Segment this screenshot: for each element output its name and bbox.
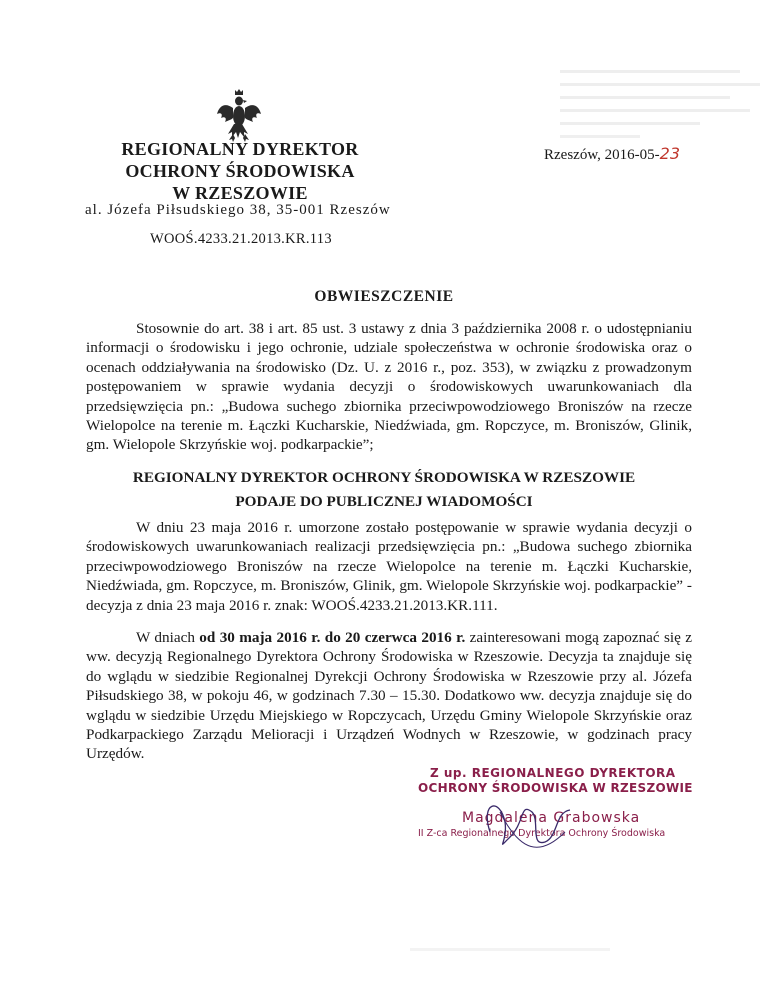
authority-line-2: OCHRONY ŚRODOWISKA xyxy=(125,161,355,181)
reverse-side-bleed-bottom xyxy=(410,948,610,951)
authority-line-3: W RZESZOWIE xyxy=(172,183,308,203)
reverse-side-bleed xyxy=(560,60,760,200)
announcement-heading xyxy=(0,466,768,514)
stamp-line-1: Z up. REGIONALNEGO DYREKTORA xyxy=(430,766,676,780)
case-number: WOOŚ.4233.21.2013.KR.113 xyxy=(150,231,332,247)
handwritten-signature-icon xyxy=(470,792,590,862)
stamp-position: II Z-ca Regionalnego Dyrektora Ochrony Środowiska xyxy=(418,828,666,839)
stamp-line-2: OCHRONY ŚRODOWISKA W RZESZOWIE xyxy=(418,781,693,795)
decision-paragraph: W dniu 23 maja 2016 r. umorzone zostało postępowanie w sprawie wydania decyzji o środowiskowych uwarunkowaniach realizacji przedsięwzięcia pn.: „Budowa suchego zbiornika przeciwpowodziowego Broniszów na rzecze Wielopolce na terenie m. Łączki Kucharskie, Niedźwiada, gm. Ropczyce, m. Broniszów, Glinik, gm. Wielopole Skrzyńskie woj. podkarpackie” - decyzja z dnia 23 maja 2016 r. znak: WOOŚ.4233.21.2013.KR.111. xyxy=(86,519,692,614)
intro-paragraph: Stosownie do art. 38 i art. 85 ust. 3 ustawy z dnia 3 października 2008 r. o udostępnianiu informacji o środowisku i jego ochronie, udziale społeczeństwa w ochronie środowiska oraz o ocenach oddziaływania na środowisko (Dz. U. z 2016 r., poz. 353), w związku z prowadzonym postępowaniem w sprawie wydania decyzji o środowiskowych uwarunkowaniach dla przedsięwzięcia pn.: „Budowa suchego zbiornika przeciwpowodziowego Broniszów na rzecze Wielopolce na terenie m. Łączki Kucharskie, Niedźwiada, gm. Ropczyce, m. Broniszów, Glinik, gm. Wielopole Skrzyńskie woj. podkarpackie”; xyxy=(86,320,692,454)
authority-address: al. Józefa Piłsudskiego 38, 35-001 Rzeszów xyxy=(85,202,391,218)
authority-line-1: REGIONALNY DYREKTOR xyxy=(121,139,359,159)
announcement-line-1: REGIONALNY DYREKTOR OCHRONY ŚRODOWISKA W RZESZOWIE xyxy=(132,469,636,486)
date-day-handwritten: 23 xyxy=(659,144,681,163)
document-title: OBWIESZCZENIE xyxy=(314,288,454,305)
access-paragraph-intro: W dniach xyxy=(136,629,200,646)
document-date xyxy=(544,144,680,164)
access-period: od 30 maja 2016 r. do 20 czerwca 2016 r. xyxy=(199,629,466,646)
issuing-authority xyxy=(100,138,380,204)
date-printed: Rzeszów, 2016-05- xyxy=(544,147,660,163)
access-paragraph-body: zainteresowani mogą zapoznać się z ww. decyzją Regionalnego Dyrektora Ochrony Środowiska w Rzeszowie. Decyzja ta znajduje się do wglądu w siedzibie Regionalnej Dyrekcji Ochrony Środowiska w Rzeszowie przy al. Józefa Piłsudskiego 38, w pokoju 46, w godzinach 7.30 – 15.30. Dodatkowo ww. decyzja znajduje się do wglądu w siedzibie Urzędu Miejskiego w Ropczycach, Urzędu Gminy Wielopole Skrzyńskie oraz Podkarpackiego Zarządu Melioracji i Urządzeń Wodnych w Rzeszowie, w godzinach pracy Urzędów. xyxy=(86,629,693,763)
access-paragraph xyxy=(86,628,692,764)
announcement-line-2: PODAJE DO PUBLICZNEJ WIADOMOŚCI xyxy=(235,493,533,510)
stamp-name: Magdalena Grabowska xyxy=(462,810,641,826)
